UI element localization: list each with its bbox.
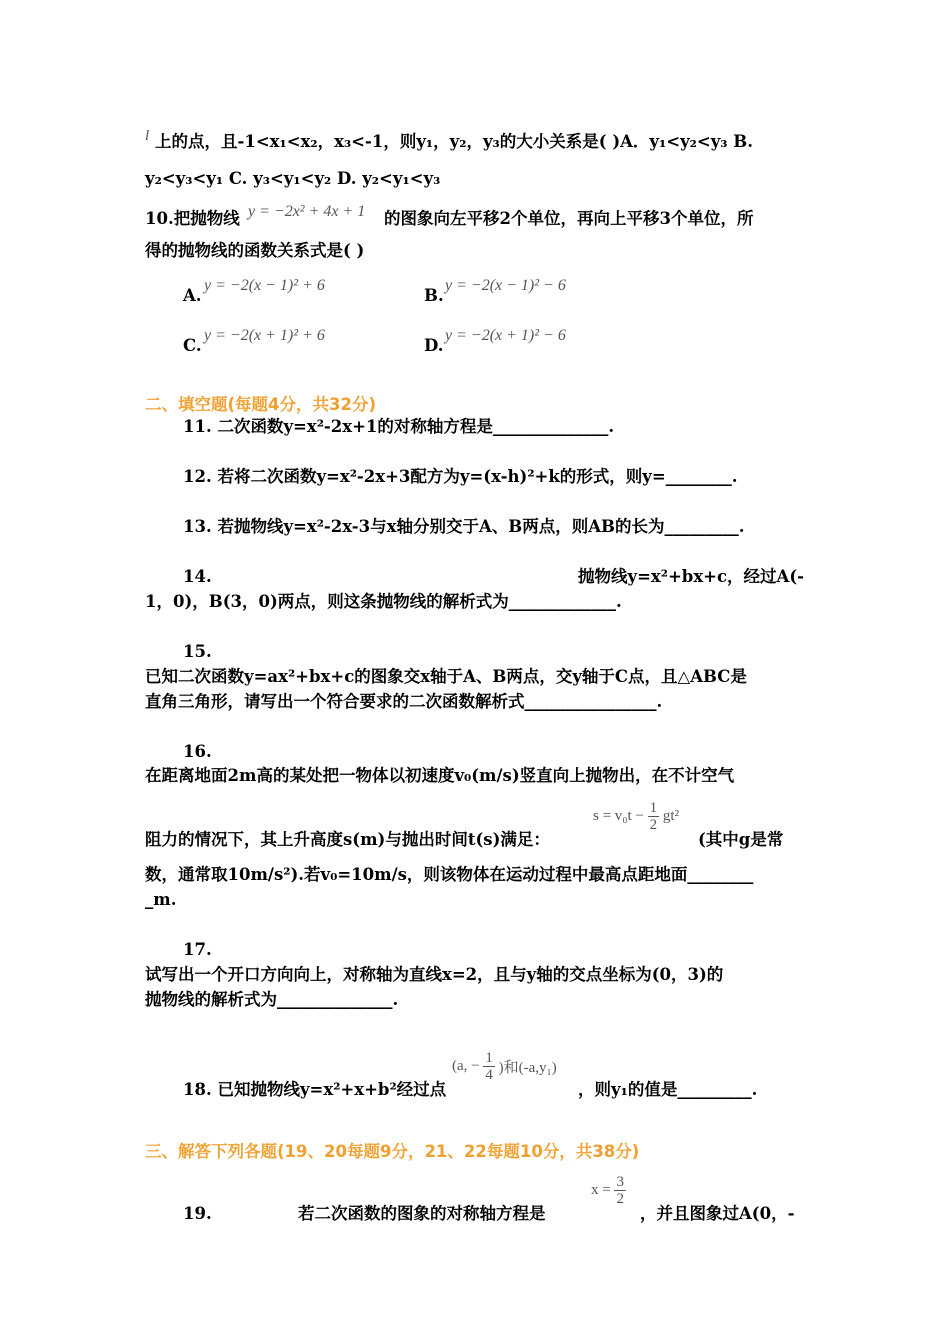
q10-stem-end: 得的抛物线的函数关系式是( ) xyxy=(145,241,365,260)
q16-formula-right: gt² xyxy=(662,808,680,824)
q16-formula xyxy=(593,800,679,833)
q16-fraction-num: 1 xyxy=(649,800,658,816)
q18-formula xyxy=(452,1050,557,1083)
q9-line1: 上的点，且-1<x₁<x₂，x₃<-1，则y₁，y₂，y₃的大小关系是( )A．y₁<y₂<y₃ B. xyxy=(155,132,753,151)
q10-stem-mid: 的图象向左平移2个单位，再向上平移3个单位，所 xyxy=(384,209,754,228)
q10-option-b-label: B. xyxy=(424,286,444,305)
q16-line4: _m. xyxy=(145,890,177,909)
q14-number: 14. xyxy=(183,567,212,586)
q12: 12. 若将二次函数y=x²-2x+3配方为y=(x-h)²+k的形式，则y=________. xyxy=(183,467,738,486)
q19-formula xyxy=(591,1174,626,1207)
q13: 13. 若抛物线y=x²-2x-3与x轴分别交于A、B两点，则AB的长为_________. xyxy=(183,517,745,536)
q19-number: 19. xyxy=(183,1204,212,1223)
q15-line1: 已知二次函数y=ax²+bx+c的图象交x轴于A、B两点，交y轴于C点，且△ABC是 xyxy=(145,667,747,686)
q16-number: 16. xyxy=(183,742,212,761)
q19-fraction xyxy=(614,1174,626,1207)
q14-line2: 1，0)，B(3，0)两点，则这条抛物线的解析式为_____________. xyxy=(145,592,622,611)
q9-line2: y₂<y₃<y₁ C. y₃<y₁<y₂ D. y₂<y₁<y₃ xyxy=(145,169,441,188)
q17-number: 17. xyxy=(183,940,212,959)
q10-option-d-label: D. xyxy=(424,336,444,355)
q17-line2: 抛物线的解析式为______________. xyxy=(145,990,399,1009)
q16-line2-end: (其中g是常 xyxy=(698,830,784,849)
q10-option-b-formula: y = −2(x − 1)² − 6 xyxy=(445,277,566,294)
q18-formula-right: )和(-a,y₁) xyxy=(498,1060,557,1076)
q18-formula-left: (a, − xyxy=(452,1058,480,1074)
q16-fraction-den: 2 xyxy=(649,817,658,833)
q10-stem-start: 10.把抛物线 xyxy=(145,209,240,228)
section3-title: 三、解答下列各题(19、20每题9分，21、22每题10分，共38分) xyxy=(145,1142,640,1161)
q19-formula-left: x = xyxy=(591,1182,611,1198)
section2-title: 二、填空题(每题4分，共32分) xyxy=(145,395,377,414)
q18-line-start: 18. 已知抛物线y=x²+x+b²经过点 xyxy=(183,1080,447,1099)
q19-fraction-num: 3 xyxy=(616,1174,624,1190)
q10-option-d-formula: y = −2(x + 1)² − 6 xyxy=(445,327,566,344)
q17-line1: 试写出一个开口方向向上，对称轴为直线x=2，且与y轴的交点坐标为(0，3)的 xyxy=(145,965,724,984)
q16-line3: 数，通常取10m/s²).若v₀=10m/s，则该物体在运动过程中最高点距地面________ xyxy=(145,865,754,884)
q15-number: 15. xyxy=(183,642,212,661)
line-l-symbol: l xyxy=(145,128,150,144)
q18-fraction xyxy=(483,1050,495,1083)
q14-line1: 抛物线y=x²+bx+c，经过A(- xyxy=(578,567,805,586)
q18-line-end: ，则y₁的值是_________. xyxy=(578,1080,758,1099)
q16-line1: 在距离地面2m高的某处把一物体以初速度v₀(m/s)竖直向上抛物出，在不计空气 xyxy=(145,766,735,785)
q15-line2: 直角三角形，请写出一个符合要求的二次函数解析式________________. xyxy=(145,692,663,711)
q19-line-end: ，并且图象过A(0，- xyxy=(640,1204,795,1223)
q10-option-c-formula: y = −2(x + 1)² + 6 xyxy=(204,327,325,344)
q11: 11. 二次函数y=x²-2x+1的对称轴方程是______________. xyxy=(183,417,615,436)
q16-formula-left: s = v₀t − xyxy=(593,808,644,824)
q16-fraction xyxy=(648,800,660,833)
q10-option-c-label: C. xyxy=(183,336,202,355)
q19-line-start: 若二次函数的图象的对称轴方程是 xyxy=(298,1204,546,1223)
q18-fraction-num: 1 xyxy=(485,1050,493,1066)
q18-fraction-den: 4 xyxy=(485,1067,493,1083)
q19-fraction-den: 2 xyxy=(616,1191,624,1207)
q10-option-a-formula: y = −2(x − 1)² + 6 xyxy=(204,277,325,294)
q10-formula: y = −2x² + 4x + 1 xyxy=(248,203,366,220)
q10-option-a-label: A. xyxy=(183,286,202,305)
q16-line2: 阻力的情况下，其上升高度s(m)与抛出时间t(s)满足： xyxy=(145,830,550,849)
